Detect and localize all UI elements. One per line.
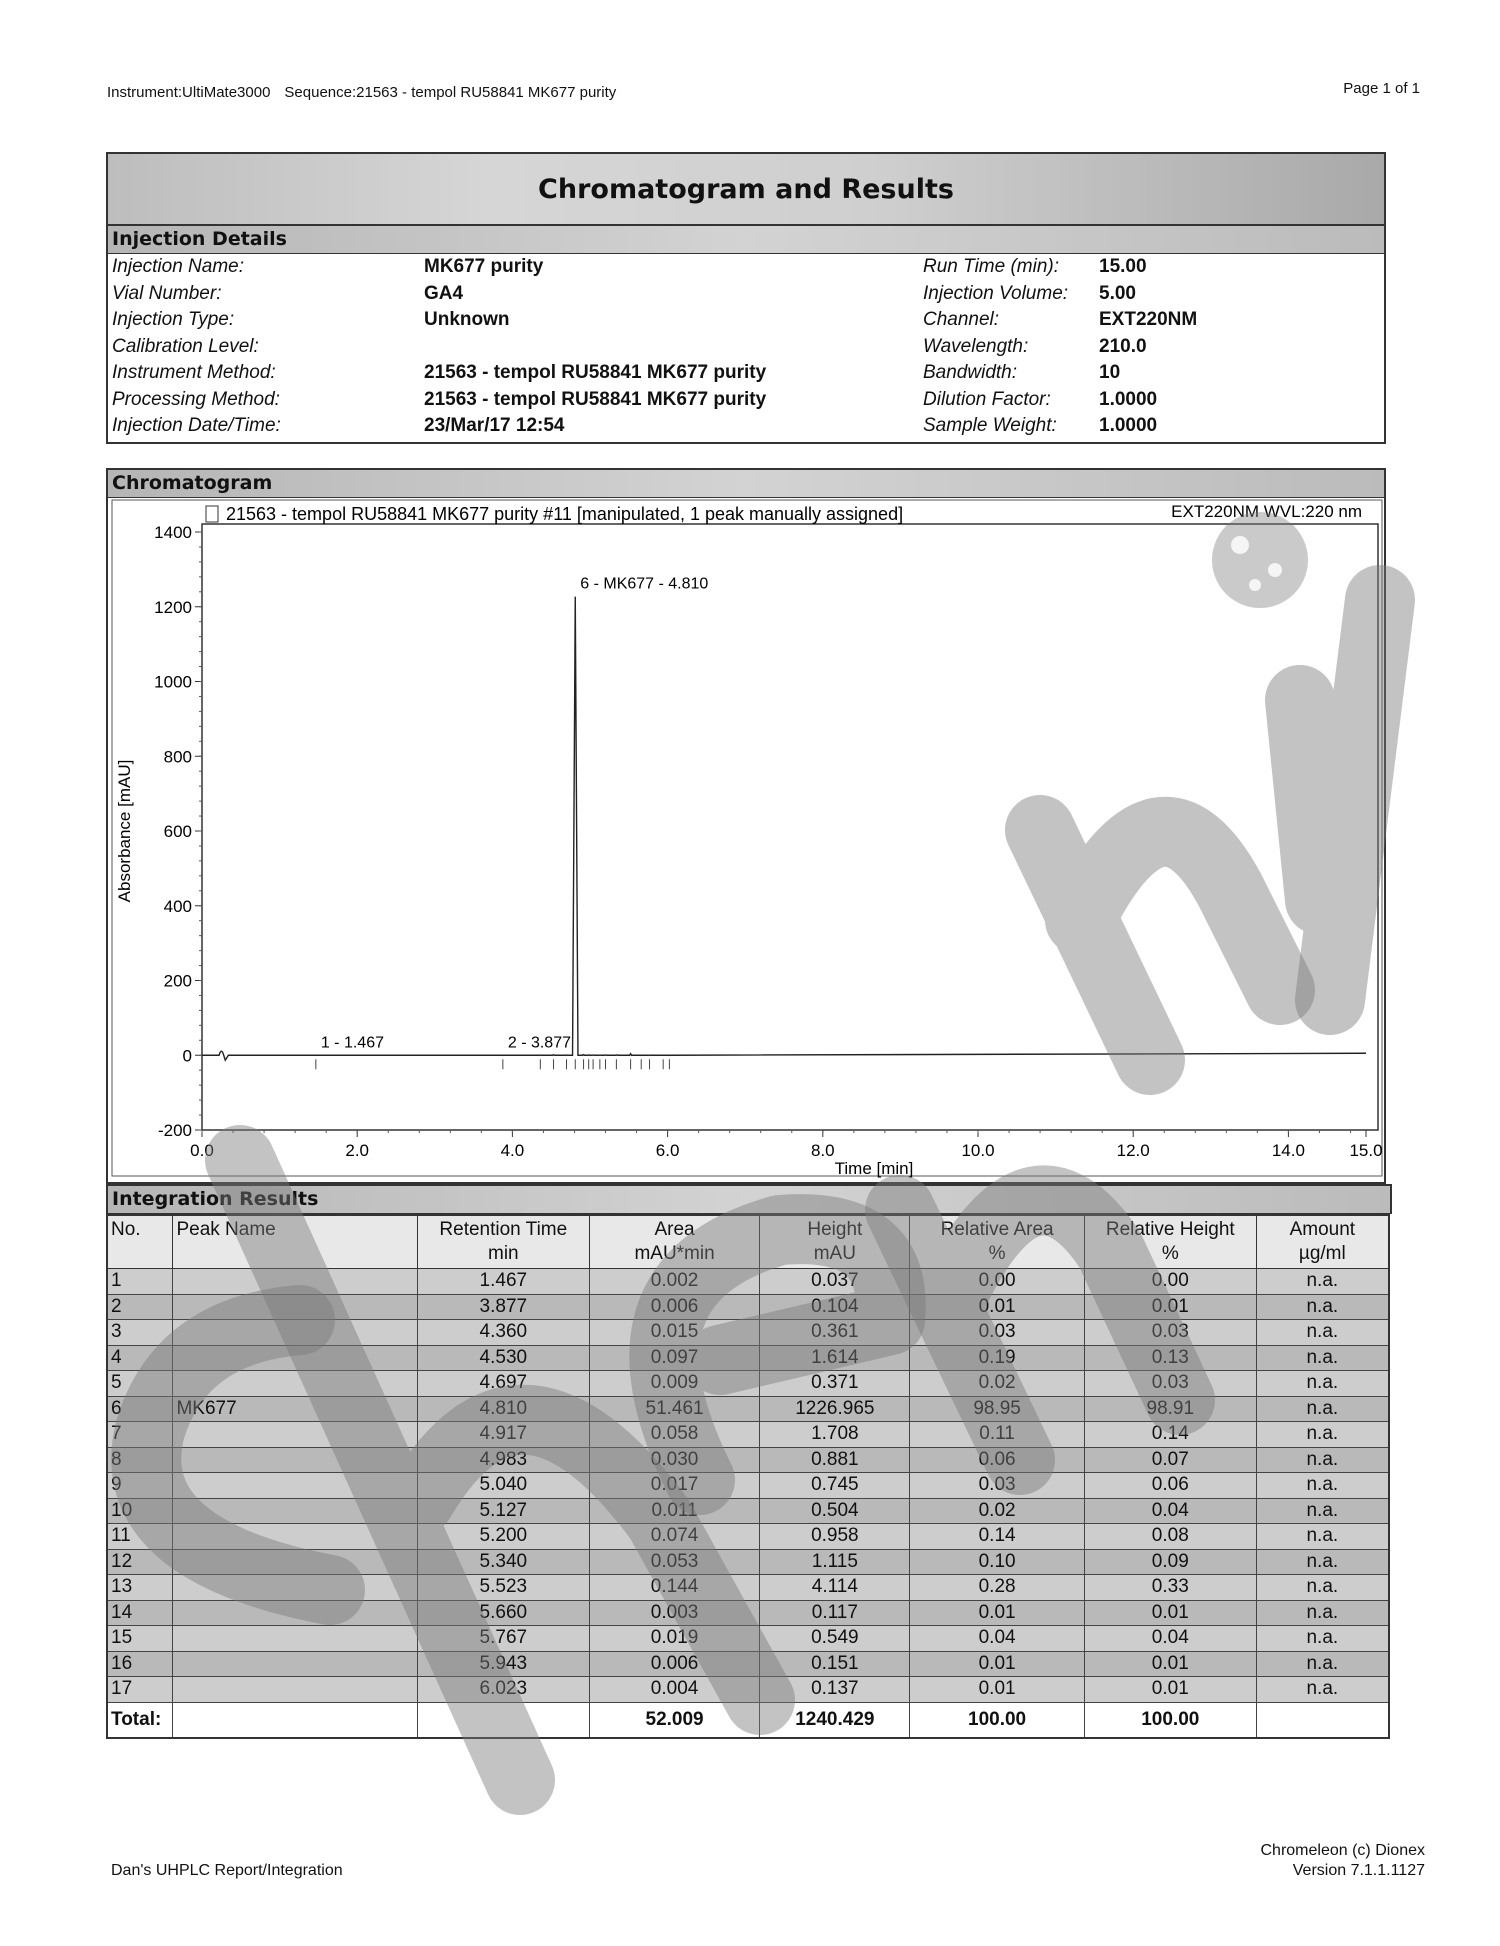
table-cell: 5.523 bbox=[417, 1575, 589, 1601]
table-cell: 5.767 bbox=[417, 1626, 589, 1652]
table-cell: 0.006 bbox=[589, 1651, 760, 1677]
y-tick-label: 200 bbox=[163, 971, 192, 991]
table-cell: 4 bbox=[107, 1345, 173, 1371]
table-row bbox=[107, 1371, 1389, 1397]
total-area: 52.009 bbox=[589, 1702, 760, 1738]
x-tick-label: 2.0 bbox=[345, 1141, 370, 1160]
table-cell: 1.115 bbox=[760, 1549, 910, 1575]
x-tick-label: 8.0 bbox=[810, 1141, 835, 1160]
detail-value: Unknown bbox=[424, 309, 510, 330]
integration-results-header: Integration Results bbox=[106, 1184, 1392, 1214]
table-cell: 4.810 bbox=[417, 1396, 589, 1422]
table-cell: n.a. bbox=[1256, 1575, 1389, 1601]
channel-label: EXT220NM WVL:220 nm bbox=[1171, 502, 1362, 521]
table-cell: 0.06 bbox=[1084, 1473, 1256, 1499]
table-cell bbox=[173, 1447, 417, 1473]
table-cell: 0.06 bbox=[910, 1447, 1085, 1473]
table-cell: n.a. bbox=[1256, 1600, 1389, 1626]
detail-row bbox=[108, 389, 1384, 415]
table-cell: 4.697 bbox=[417, 1371, 589, 1397]
table-cell: 0.117 bbox=[760, 1600, 910, 1626]
detail-row bbox=[108, 309, 1384, 335]
footer-version-number: Version 7.1.1.1127 bbox=[1292, 1862, 1425, 1879]
table-cell: n.a. bbox=[1256, 1422, 1389, 1448]
table-cell: 0.015 bbox=[589, 1320, 760, 1346]
table-cell bbox=[173, 1473, 417, 1499]
table-cell: 0.058 bbox=[589, 1422, 760, 1448]
chromatogram-chart bbox=[108, 498, 1388, 1182]
column-header: Retention Time min bbox=[417, 1215, 589, 1269]
table-cell: 0.00 bbox=[910, 1269, 1085, 1295]
table-cell bbox=[173, 1422, 417, 1448]
table-cell: 4.983 bbox=[417, 1447, 589, 1473]
detail-label: Sample Weight: bbox=[923, 415, 1057, 436]
table-cell: 0.104 bbox=[760, 1294, 910, 1320]
detail-value: 21563 - tempol RU58841 MK677 purity bbox=[424, 362, 767, 383]
y-axis-label: Absorbance [mAU] bbox=[115, 759, 134, 903]
table-cell bbox=[173, 1498, 417, 1524]
detail-row bbox=[108, 336, 1384, 362]
document-icon bbox=[206, 506, 218, 522]
table-cell: 7 bbox=[107, 1422, 173, 1448]
table-cell: 13 bbox=[107, 1575, 173, 1601]
y-tick-label: 1000 bbox=[154, 672, 192, 692]
table-cell: n.a. bbox=[1256, 1473, 1389, 1499]
x-tick-label: 6.0 bbox=[655, 1141, 680, 1160]
table-cell: 1.708 bbox=[760, 1422, 910, 1448]
detail-label: Calibration Level: bbox=[112, 335, 259, 357]
table-row bbox=[107, 1294, 1389, 1320]
table-row bbox=[107, 1677, 1389, 1703]
x-tick-label: 12.0 bbox=[1116, 1141, 1150, 1160]
table-cell: 5.340 bbox=[417, 1549, 589, 1575]
table-row bbox=[107, 1320, 1389, 1346]
detail-row bbox=[108, 415, 1384, 441]
table-cell: 0.003 bbox=[589, 1600, 760, 1626]
table-row bbox=[107, 1422, 1389, 1448]
injection-details bbox=[106, 254, 1386, 444]
table-cell: 5.127 bbox=[417, 1498, 589, 1524]
detail-value: 1.0000 bbox=[1099, 388, 1158, 410]
table-cell: 4.917 bbox=[417, 1422, 589, 1448]
table-cell bbox=[173, 1677, 417, 1703]
table-cell: 0.03 bbox=[910, 1320, 1085, 1346]
y-tick-label: -200 bbox=[157, 1121, 192, 1140]
table-row bbox=[107, 1524, 1389, 1550]
table-cell: 0.00 bbox=[1084, 1269, 1256, 1295]
detail-label: Injection Volume: bbox=[923, 282, 1069, 304]
table-cell: n.a. bbox=[1256, 1371, 1389, 1397]
table-cell: 0.004 bbox=[589, 1677, 760, 1703]
footer-report-name: Dan's UHPLC Report/Integration bbox=[111, 1862, 343, 1879]
table-cell: 0.04 bbox=[1084, 1626, 1256, 1652]
y-tick-label: 400 bbox=[163, 896, 192, 916]
table-cell: 0.017 bbox=[589, 1473, 760, 1499]
table-cell: 3.877 bbox=[417, 1294, 589, 1320]
table-cell: 98.95 bbox=[910, 1396, 1085, 1422]
table-cell: 5.660 bbox=[417, 1600, 589, 1626]
table-cell: 0.002 bbox=[589, 1269, 760, 1295]
table-cell: 0.881 bbox=[760, 1447, 910, 1473]
table-cell: 6.023 bbox=[417, 1677, 589, 1703]
y-tick-label: 1200 bbox=[154, 597, 192, 617]
table-cell bbox=[173, 1600, 417, 1626]
peak-label: 1 - 1.467 bbox=[320, 1034, 384, 1052]
table-cell bbox=[173, 1320, 417, 1346]
table-cell: 0.006 bbox=[589, 1294, 760, 1320]
table-cell: 1.614 bbox=[760, 1345, 910, 1371]
detail-label: Injection Type: bbox=[112, 309, 235, 330]
table-cell bbox=[173, 1549, 417, 1575]
table-cell bbox=[173, 1651, 417, 1677]
y-tick-label: 800 bbox=[163, 747, 192, 767]
column-header: Area mAU*min bbox=[589, 1215, 760, 1269]
table-cell: 0.097 bbox=[589, 1345, 760, 1371]
table-cell: 0.151 bbox=[760, 1651, 910, 1677]
table-cell: 1.467 bbox=[417, 1269, 589, 1295]
detail-value: EXT220NM bbox=[1099, 309, 1198, 330]
y-tick-label: 1400 bbox=[154, 523, 192, 542]
table-cell: 0.958 bbox=[760, 1524, 910, 1550]
table-cell: 2 bbox=[107, 1294, 173, 1320]
column-header: No. bbox=[107, 1215, 173, 1269]
table-cell: 0.01 bbox=[1084, 1600, 1256, 1626]
table-cell: 9 bbox=[107, 1473, 173, 1499]
x-tick-label: 10.0 bbox=[961, 1141, 995, 1160]
table-cell: 0.371 bbox=[760, 1371, 910, 1397]
table-cell: 0.11 bbox=[910, 1422, 1085, 1448]
table-cell: 0.28 bbox=[910, 1575, 1085, 1601]
table-cell: n.a. bbox=[1256, 1345, 1389, 1371]
table-row bbox=[107, 1549, 1389, 1575]
table-cell: 14 bbox=[107, 1600, 173, 1626]
table-cell: 4.530 bbox=[417, 1345, 589, 1371]
detail-value: 5.00 bbox=[1099, 282, 1136, 304]
detail-label: Vial Number: bbox=[112, 282, 222, 304]
table-cell: 4.114 bbox=[760, 1575, 910, 1601]
total-height: 1240.429 bbox=[760, 1702, 910, 1738]
table-cell: 0.19 bbox=[910, 1345, 1085, 1371]
table-cell: 0.14 bbox=[910, 1524, 1085, 1550]
table-cell: 0.07 bbox=[1084, 1447, 1256, 1473]
report bbox=[106, 152, 1386, 1739]
table-cell: 4.360 bbox=[417, 1320, 589, 1346]
chromatogram-trace bbox=[202, 597, 1366, 1061]
table-cell: 0.33 bbox=[1084, 1575, 1256, 1601]
total-label: Total: bbox=[107, 1702, 173, 1738]
detail-row bbox=[108, 256, 1384, 282]
table-cell: 10 bbox=[107, 1498, 173, 1524]
table-cell: 0.09 bbox=[1084, 1549, 1256, 1575]
table-cell: 3 bbox=[107, 1320, 173, 1346]
peak-label: 2 - 3.877 bbox=[507, 1034, 572, 1052]
table-cell bbox=[173, 1294, 417, 1320]
detail-value: MK677 purity bbox=[424, 256, 544, 277]
table-cell: 1 bbox=[107, 1269, 173, 1295]
table-cell: n.a. bbox=[1256, 1651, 1389, 1677]
table-cell bbox=[173, 1371, 417, 1397]
table-cell: 17 bbox=[107, 1677, 173, 1703]
chromatogram-panel bbox=[106, 498, 1386, 1184]
table-cell: 0.504 bbox=[760, 1498, 910, 1524]
table-cell: n.a. bbox=[1256, 1677, 1389, 1703]
column-header: Relative Height % bbox=[1084, 1215, 1256, 1269]
table-cell: 11 bbox=[107, 1524, 173, 1550]
detail-label: Instrument Method: bbox=[112, 362, 276, 383]
x-tick-label: 14.0 bbox=[1271, 1141, 1305, 1160]
table-cell: n.a. bbox=[1256, 1396, 1389, 1422]
table-cell: 0.01 bbox=[1084, 1677, 1256, 1703]
table-cell: 0.14 bbox=[1084, 1422, 1256, 1448]
table-cell: 0.361 bbox=[760, 1320, 910, 1346]
column-header: Relative Area % bbox=[910, 1215, 1085, 1269]
table-cell bbox=[173, 1345, 417, 1371]
detail-value: 23/Mar/17 12:54 bbox=[424, 415, 565, 436]
table-cell: 0.03 bbox=[1084, 1371, 1256, 1397]
column-header: Peak Name bbox=[173, 1215, 417, 1269]
table-cell: 0.01 bbox=[1084, 1294, 1256, 1320]
table-cell: 0.01 bbox=[910, 1677, 1085, 1703]
y-tick-label: 600 bbox=[163, 822, 192, 841]
table-row bbox=[107, 1575, 1389, 1601]
detail-label: Run Time (min): bbox=[923, 256, 1060, 277]
table-cell: 5 bbox=[107, 1371, 173, 1397]
chromatogram-header: Chromatogram bbox=[106, 468, 1386, 498]
detail-value: GA4 bbox=[424, 282, 464, 304]
table-cell: 0.10 bbox=[910, 1549, 1085, 1575]
table-cell: n.a. bbox=[1256, 1269, 1389, 1295]
detail-label: Channel: bbox=[923, 309, 1000, 330]
table-cell: 0.02 bbox=[910, 1498, 1085, 1524]
table-cell bbox=[173, 1575, 417, 1601]
table-cell: 5.200 bbox=[417, 1524, 589, 1550]
table-cell: 8 bbox=[107, 1447, 173, 1473]
page-number: Page 1 of 1 bbox=[1343, 80, 1420, 97]
peak-label: 6 - MK677 - 4.810 bbox=[580, 575, 709, 593]
table-row bbox=[107, 1651, 1389, 1677]
column-header: Height mAU bbox=[760, 1215, 910, 1269]
table-cell: 5.040 bbox=[417, 1473, 589, 1499]
table-cell: 0.144 bbox=[589, 1575, 760, 1601]
detail-label: Injection Name: bbox=[112, 256, 245, 277]
table-row bbox=[107, 1600, 1389, 1626]
table-cell: 0.745 bbox=[760, 1473, 910, 1499]
column-header: Amount µg/ml bbox=[1256, 1215, 1389, 1269]
detail-label: Dilution Factor: bbox=[923, 388, 1051, 410]
total-rel-height: 100.00 bbox=[1084, 1702, 1256, 1738]
table-cell: n.a. bbox=[1256, 1626, 1389, 1652]
table-cell: n.a. bbox=[1256, 1447, 1389, 1473]
table-row bbox=[107, 1473, 1389, 1499]
table-cell: 6 bbox=[107, 1396, 173, 1422]
sequence-label: Sequence:21563 - tempol RU58841 MK677 purity bbox=[284, 84, 617, 101]
y-tick-label: 0 bbox=[182, 1046, 192, 1066]
table-cell: 0.011 bbox=[589, 1498, 760, 1524]
table-cell: n.a. bbox=[1256, 1294, 1389, 1320]
table-cell: 51.461 bbox=[589, 1396, 760, 1422]
table-cell: 0.030 bbox=[589, 1447, 760, 1473]
total-row bbox=[107, 1702, 1389, 1738]
table-cell: 0.019 bbox=[589, 1626, 760, 1652]
table-cell: n.a. bbox=[1256, 1549, 1389, 1575]
detail-value: 1.0000 bbox=[1099, 415, 1158, 436]
table-cell: 98.91 bbox=[1084, 1396, 1256, 1422]
page-header bbox=[107, 84, 616, 101]
table-cell: 16 bbox=[107, 1651, 173, 1677]
footer-vendor: Chromeleon (c) Dionex bbox=[1260, 1842, 1425, 1859]
x-tick-label: 4.0 bbox=[500, 1141, 525, 1160]
report-title: Chromatogram and Results bbox=[106, 152, 1386, 224]
table-cell: 5.943 bbox=[417, 1651, 589, 1677]
table-cell: 0.02 bbox=[910, 1371, 1085, 1397]
detail-value: 210.0 bbox=[1099, 335, 1147, 357]
detail-row bbox=[108, 362, 1384, 388]
table-row bbox=[107, 1345, 1389, 1371]
table-cell: 0.037 bbox=[760, 1269, 910, 1295]
detail-label: Injection Date/Time: bbox=[112, 415, 281, 436]
chart-frame bbox=[112, 500, 1382, 1176]
injection-details-header: Injection Details bbox=[106, 224, 1386, 254]
table-cell: 0.053 bbox=[589, 1549, 760, 1575]
detail-label: Wavelength: bbox=[923, 335, 1029, 357]
table-cell: n.a. bbox=[1256, 1524, 1389, 1550]
table-cell: 0.04 bbox=[910, 1626, 1085, 1652]
table-cell bbox=[173, 1626, 417, 1652]
total-rel-area: 100.00 bbox=[910, 1702, 1085, 1738]
x-tick-label: 15.0 bbox=[1349, 1141, 1383, 1160]
detail-value: 15.00 bbox=[1099, 256, 1147, 277]
detail-value: 10 bbox=[1099, 362, 1121, 383]
table-row bbox=[107, 1447, 1389, 1473]
x-tick-label: 0.0 bbox=[190, 1141, 214, 1160]
table-cell: 0.03 bbox=[910, 1473, 1085, 1499]
table-cell: 0.01 bbox=[910, 1294, 1085, 1320]
table-cell: 0.01 bbox=[910, 1600, 1085, 1626]
table-row bbox=[107, 1269, 1389, 1295]
chart-title: 21563 - tempol RU58841 MK677 purity #11 [manipulated, 1 peak manually assigned] bbox=[226, 504, 904, 524]
table-cell bbox=[173, 1269, 417, 1295]
table-cell: 0.009 bbox=[589, 1371, 760, 1397]
x-axis-label: Time [min] bbox=[834, 1159, 914, 1178]
footer-version bbox=[1260, 1841, 1425, 1881]
table-cell: 12 bbox=[107, 1549, 173, 1575]
table-cell: 15 bbox=[107, 1626, 173, 1652]
detail-value: 21563 - tempol RU58841 MK677 purity bbox=[424, 388, 767, 410]
table-cell: 0.04 bbox=[1084, 1498, 1256, 1524]
table-cell: 0.08 bbox=[1084, 1524, 1256, 1550]
table-cell bbox=[173, 1524, 417, 1550]
table-cell: 0.074 bbox=[589, 1524, 760, 1550]
instrument-label: Instrument:UltiMate3000 bbox=[107, 84, 271, 101]
detail-label: Bandwidth: bbox=[923, 362, 1018, 383]
table-row bbox=[107, 1626, 1389, 1652]
table-cell: 0.03 bbox=[1084, 1320, 1256, 1346]
integration-table bbox=[106, 1214, 1390, 1739]
table-cell: 1226.965 bbox=[760, 1396, 910, 1422]
table-cell: n.a. bbox=[1256, 1498, 1389, 1524]
table-cell: MK677 bbox=[173, 1396, 417, 1422]
table-cell: 0.13 bbox=[1084, 1345, 1256, 1371]
table-cell: n.a. bbox=[1256, 1320, 1389, 1346]
detail-row bbox=[108, 283, 1384, 309]
table-cell: 0.01 bbox=[1084, 1651, 1256, 1677]
detail-label: Processing Method: bbox=[112, 388, 280, 410]
table-cell: 0.01 bbox=[910, 1651, 1085, 1677]
table-cell: 0.549 bbox=[760, 1626, 910, 1652]
table-row bbox=[107, 1396, 1389, 1422]
table-cell: 0.137 bbox=[760, 1677, 910, 1703]
table-row bbox=[107, 1498, 1389, 1524]
